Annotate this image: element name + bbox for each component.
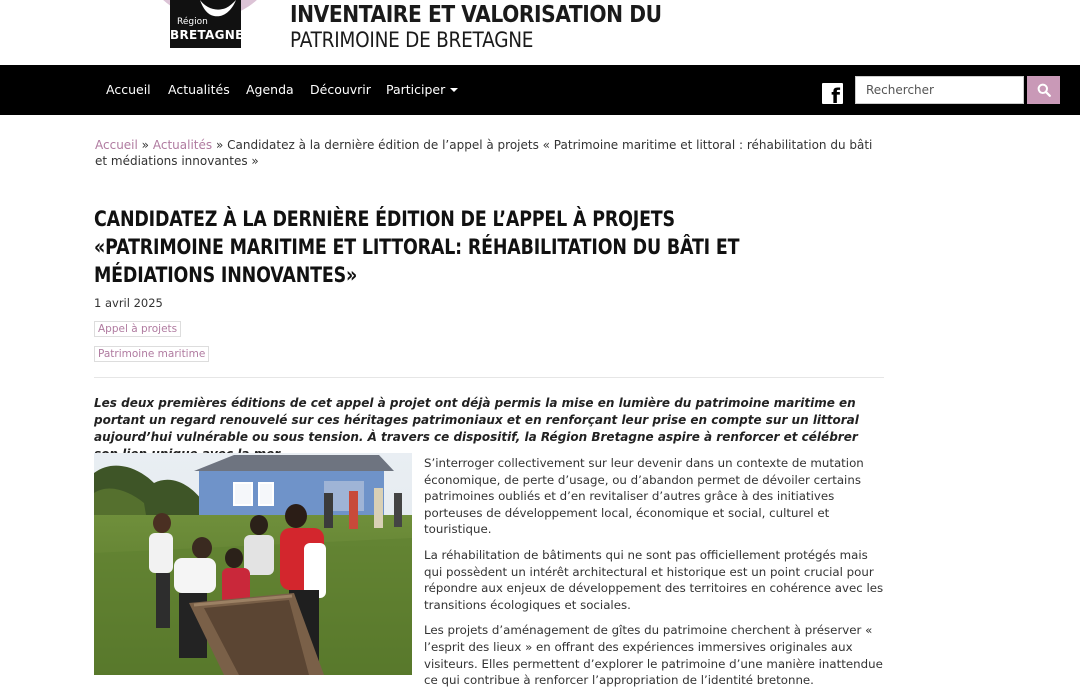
search-input[interactable]: [855, 76, 1024, 104]
tag-patrimoine-maritime[interactable]: Patrimoine maritime: [94, 346, 209, 362]
breadcrumb-news-link[interactable]: Actualités: [152, 138, 213, 152]
article-intro: Les deux premières éditions de cet appel à projet ont déjà permis la mise en lumière du patrimoine maritime en portant un regard renouvelé sur ces héritages patrimoniaux et en renforçant leur prise en compte sur un littoral aujourd’hui vulnérable ou sous tension. À travers ce dispositif, la Région Bretagne aspire à renforcer et célébrer: [94, 396, 859, 444]
breadcrumb-current: Candidatez à la dernière édition de l’appel à projets « Patrimoine maritime et littoral : réhabilitation du bâti et médiations innovantes »: [95, 138, 873, 168]
nav-item-participer[interactable]: [386, 82, 458, 97]
breadcrumb-home-link[interactable]: Accueil: [95, 138, 138, 152]
nav-item-participer-label: Participer: [386, 82, 446, 97]
site-header: [0, 0, 1080, 65]
logo-region-name: BRETAGNE: [170, 28, 244, 42]
site-title-line1[interactable]: INVENTAIRE ET VALORISATION DU: [290, 2, 662, 28]
search-icon: [1037, 83, 1051, 97]
facebook-icon[interactable]: f: [822, 83, 843, 104]
article-title-line: «PATRIMOINE MARITIME ET LITTORAL: RÉHABILITATION DU BÂTI ET: [94, 235, 740, 259]
search-button[interactable]: [1027, 76, 1060, 104]
article-title-line: MÉDIATIONS INNOVANTES»: [94, 263, 358, 287]
caret-down-icon: [450, 88, 458, 92]
logo-region-label: Région: [177, 17, 208, 27]
divider: [94, 377, 884, 378]
nav-item-decouvrir[interactable]: Découvrir: [310, 82, 371, 97]
article-title: [94, 205, 894, 289]
breadcrumb-separator: »: [137, 138, 153, 152]
site-title-line2[interactable]: PATRIMOINE DE BRETAGNE: [290, 28, 534, 52]
article-body: [424, 455, 884, 698]
nav-item-actualites[interactable]: Actualités: [168, 82, 230, 97]
breadcrumb: [95, 137, 885, 169]
tag-appel-a-projets[interactable]: Appel à projets: [94, 321, 181, 337]
article-paragraph: Les projets d’aménagement de gîtes du patrimoine cherchent à préserver « l’esprit des lieux » en offrant des expériences immersives originales aux visiteurs. Elles permettent d’explorer le patrimoine d’une manière inattendue ce qui contribue à renforcer l’appropriation de l’identité bretonne.: [424, 623, 883, 688]
article-date: 1 avril 2025: [94, 296, 163, 310]
article-photo: [94, 453, 412, 675]
breadcrumb-separator: »: [212, 138, 228, 152]
nav-item-accueil[interactable]: Accueil: [106, 82, 151, 97]
article-title-line: CANDIDATEZ À LA DERNIÈRE ÉDITION DE L’APPEL À PROJETS: [94, 207, 675, 231]
nav-item-agenda[interactable]: Agenda: [246, 82, 294, 97]
article-paragraph: S’interroger collectivement sur leur devenir dans un contexte de mutation économique, de perte d’usage, ou d’abandon permet de dévoiler certains patrimoines oubliés et d’en revitaliser d’autres grâce à des initiatives porteuses de développement local, économique et social, culturel et touristique.: [424, 456, 864, 537]
article-paragraph: La réhabilitation de bâtiments qui ne sont pas officiellement protégés mais qui possèdent un intérêt architectural et historique est un point crucial pour répondre aux enjeux de développement des territoires en cohérence avec les transitions écologiques et sociales.: [424, 547, 884, 612]
